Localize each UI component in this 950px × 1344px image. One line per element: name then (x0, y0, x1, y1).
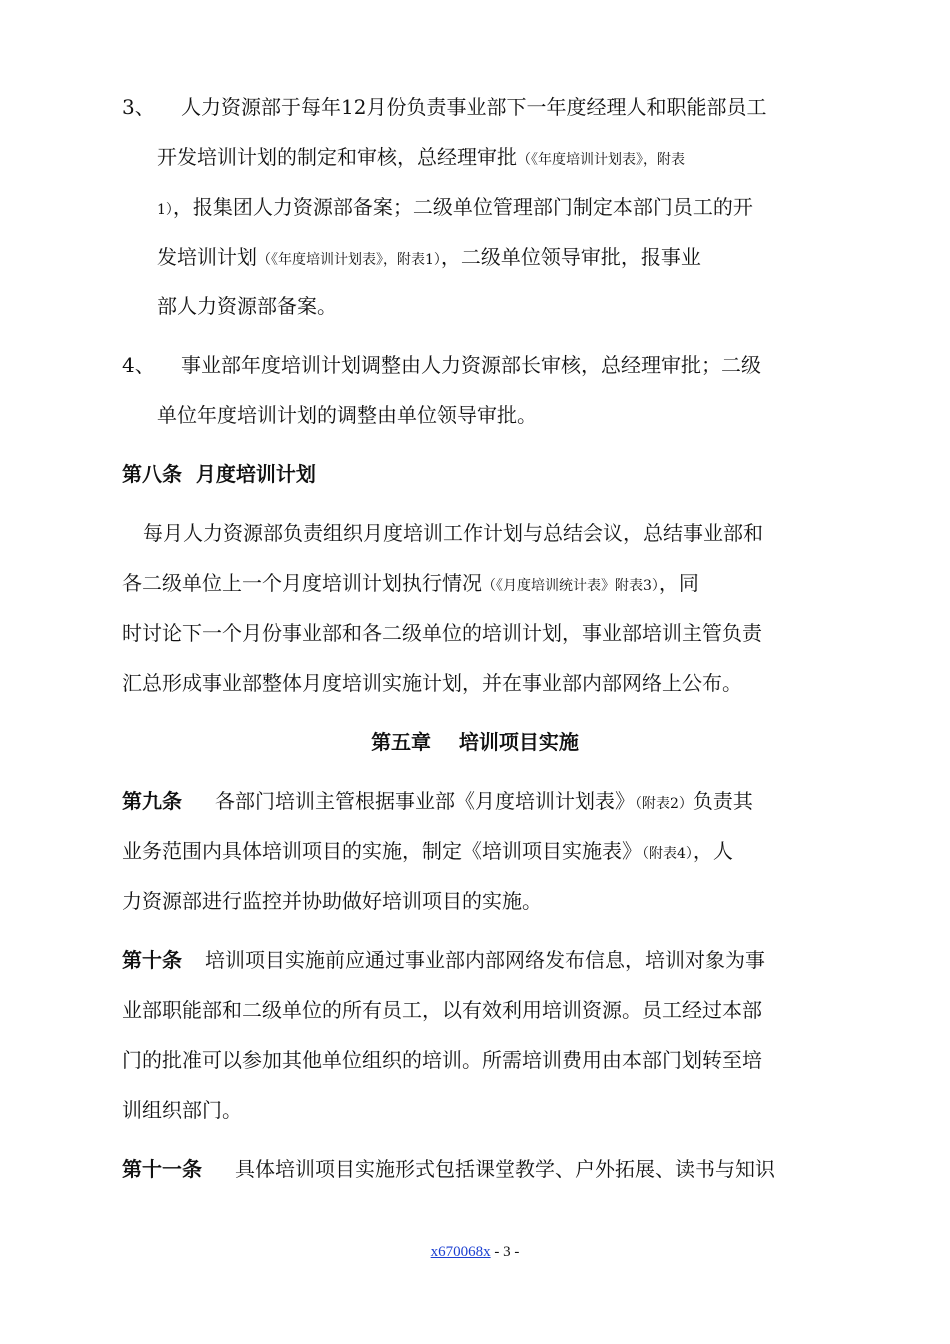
footer-link[interactable]: x670068x (430, 1244, 491, 1260)
page-footer (0, 1242, 950, 1262)
article-9-label: 第九条 (122, 789, 182, 813)
item-3-number: 3、 (122, 95, 155, 119)
page-number: - 3 - (490, 1244, 520, 1260)
article-10-label: 第十条 (122, 948, 182, 972)
article-11-label: 第十一条 (122, 1157, 202, 1181)
document-page: 3、 人力资源部于每年12月份负责事业部下一年度经理人和职能部员工 开发培训计划的制定和审核，总经理审批（《年度培训计划表》，附表 1），报集团人力资源部备案；二级单位管理部门制定本部门员工的开 发培训计划（《年度培训计划表》，附表1），二级单位领导审批，报事业 部人力资源部备案。 4、 事业部年度培训计划调整由人力资源部长审核，总经理审批；二级 单位年度培训计划的调整由单位领导审批。 第八条 月度培训计划 每月人力资源部负责组织月度培训工作计划与总结会议，总结事业部和 各二级单位上一个月度培训计划执行情况（《月度培训统计表》附表3），同 时讨论下一个月份事业部和各二级单位的培训计划，事业部培训主管负责 汇总形成事业部整体月度培训实施计划，并在事业部内部网络上公布。 第五章 培训项目实施 第九条 各部门培训主管根据事业部《月度培训计划表》（附表2）负责其 业务范围内具体培训项目的实施，制定《培训项目实施表》（附表4），人 力资源部进行监控并协助做好培训项目的实施。 第十条 培训项目实施前应通过事业部内部网络发布信息，培训对象为事 业部职能部和二级单位的所有员工，以有效利用培训资源。员工经过本部 门的批准可以参加其他单位组织的培训。所需培训费用由本部门划转至培 训组织部门。 第十一条 具体培训项目实施形式包括课堂教学、户外拓展、读书与知识 x670068x - 3 - (0, 0, 950, 1344)
item-4-number: 4、 (122, 353, 155, 377)
chapter-5-title: 第五章 培训项目实施 (371, 730, 579, 754)
